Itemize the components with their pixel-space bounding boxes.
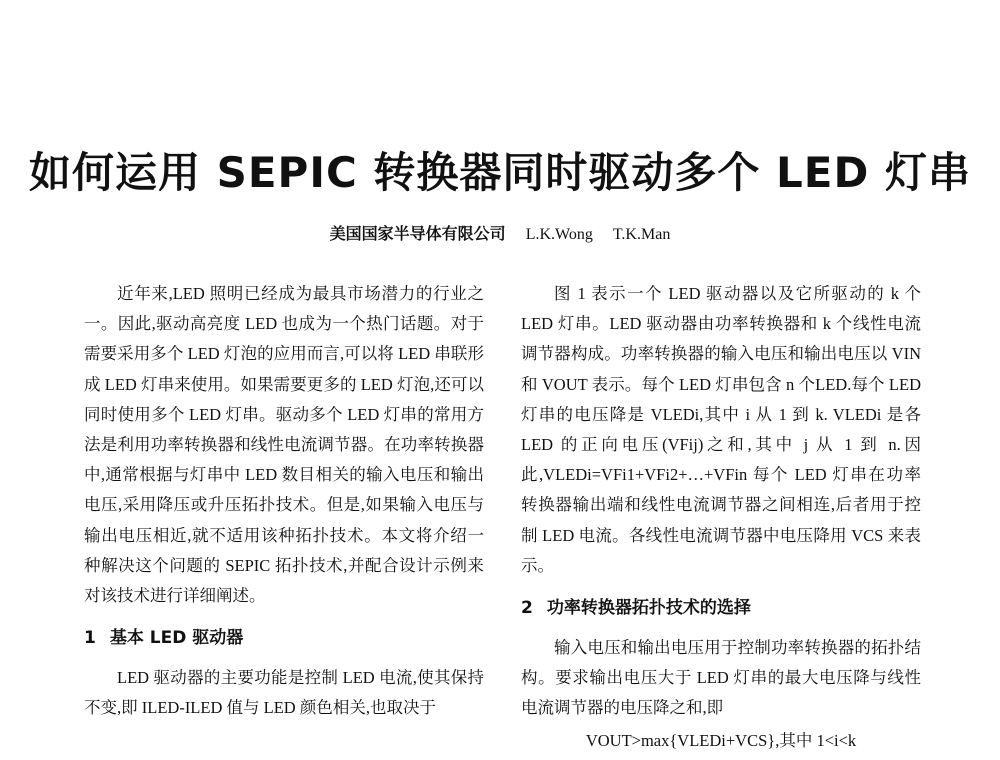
body-paragraph: LED 驱动器的主要功能是控制 LED 电流,使其保持不变,即 ILED-ILED 值与 LED 颜色相关,也取决于 (84, 668, 484, 718)
section-number: 2 (521, 598, 533, 619)
section-heading (84, 623, 484, 653)
section-title: 功率转换器拓扑技术的选择 (546, 598, 751, 619)
section-title: 基本 LED 驱动器 (109, 628, 244, 649)
author-name: T.K.Man (612, 226, 671, 243)
organization: 美国国家半导体有限公司 (329, 226, 506, 243)
equation: VOUT>max{VLEDi+VCS},其中 1<i<k (585, 730, 857, 750)
body-paragraph: 输入电压和输出电压用于控制功率转换器的拓扑结构。要求输出电压大于 LED 灯串的最大电压降与线性电流调节器的电压降之和,即 (521, 638, 921, 718)
author-line (0, 221, 1000, 244)
left-column (84, 279, 484, 724)
intro-paragraph: 近年来,LED 照明已经成为最具市场潜力的行业之一。因此,驱动高亮度 LED 也成为一个热门话题。对于需要采用多个 LED 灯泡的应用而言,可以将 LED 串联形成 LED 灯串来使用。如果需要更多的 LED 灯泡,还可以同时使用多个 LED 灯串。驱动多个 LED 灯串的常用方法是利用功率转换器和线性电流调节器。在功率转换器中,通常根据与灯串中 LED 数目相关的输入电压和输出电压,采用降压或升压拓扑技术。但是,如果输入电压与输出电压相近,就不适用该种拓扑技术。本文将介绍一种解决这个问题的 SEPIC 拓扑技术,并配合设计示例来对该技术进行详细阐述。 (84, 284, 484, 606)
author-name: L.K.Wong (525, 226, 593, 243)
section-number: 1 (84, 628, 96, 649)
section-heading (521, 593, 921, 623)
paper-title: 如何运用 SEPIC 转换器同时驱动多个 LED 灯串 (29, 148, 971, 197)
right-column (521, 279, 921, 756)
body-paragraph: 图 1 表示一个 LED 驱动器以及它所驱动的 k 个 LED 灯串。LED 驱动器由功率转换器和 k 个线性电流调节器构成。功率转换器的输入电压和输出电压以 VIN 和 VOUT 表示。每个 LED 灯串包含 n 个LED.每个 LED 灯串的电压降是 VLEDi,其中 i 从 1 到 k. VLEDi 是各 LED 的正向电压(VFij)之和,其中 j 从 1 到 n.因此,VLEDi=VFi1+VFi2+…+VFin 每个 LED 灯串在功率转换器输出端和线性电流调节器之间相连,后者用于控制 LED 电流。各线性电流调节器中电压降用 VCS 来表示。 (521, 284, 921, 575)
